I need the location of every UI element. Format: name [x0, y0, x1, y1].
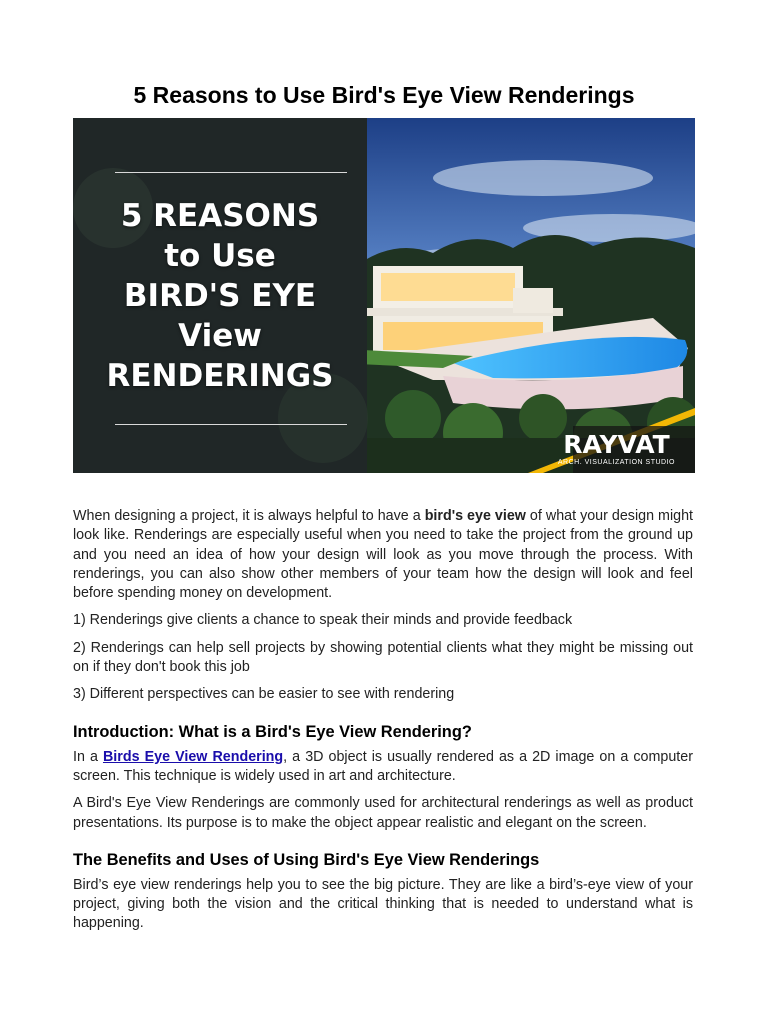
section-heading-benefits: The Benefits and Uses of Using Bird's Eye View Renderings [73, 850, 540, 869]
brand-logo [558, 432, 675, 467]
hero-overlay-text [73, 118, 367, 473]
bottom-divider [115, 424, 347, 425]
intro-paragraph [73, 507, 693, 603]
intro-text-start: When designing a project, it is always helpful to have a [73, 508, 425, 524]
intro-bold-term: bird's eye view [424, 508, 526, 524]
hero-line-2: to Use [164, 237, 276, 274]
brand-tagline: ARCH. VISUALIZATION STUDIO [557, 459, 675, 466]
hero-line-3: BIRD'S EYE [123, 277, 317, 314]
hero-line-4: View [178, 317, 262, 354]
hero-line-5: RENDERINGS [106, 357, 334, 394]
benefits-paragraph-1: Bird’s eye view renderings help you to see the big picture. They are like a bird’s-eye view of your project, giving both the vision and the critical thinking that is needed to understand what is happening. [73, 876, 693, 932]
birds-eye-view-rendering-link[interactable]: Birds Eye View Rendering [102, 748, 284, 765]
reason-item-1: 1) Renderings give clients a chance to speak their minds and provide feedback [73, 612, 573, 629]
hero-line-1: 5 REASONS [120, 197, 320, 234]
introduction-paragraph-1 [73, 748, 693, 787]
intro-text-end: of what your design might look like. Renderings are especially useful when you need to take the project from the ground up and you need an idea of how your design will look as you move through the process. With renderings, you can also show other members of your team how the design will look and feel before spending money on development. [73, 508, 693, 602]
brand-name: RAYVAT [563, 430, 670, 459]
document-title: 5 Reasons to Use Bird's Eye View Renderings [133, 82, 635, 108]
introduction-paragraph-2: A Bird's Eye View Renderings are commonly used for architectural renderings as well as product presentations. Its purpose is to make the object appear realistic and elegant on the screen. [73, 795, 693, 831]
article-body [73, 507, 693, 942]
reason-item-3: 3) Different perspectives can be easier to see with rendering [73, 686, 455, 703]
intro-p1-end: , a 3D object is usually rendered as a 2D image on a computer screen. This technique is widely used in art and architecture. [73, 748, 693, 784]
intro-p1-start: In a [73, 748, 103, 765]
hero-image [73, 118, 695, 473]
section-heading-introduction: Introduction: What is a Bird's Eye View Rendering? [73, 722, 472, 741]
reason-item-2: 2) Renderings can help sell projects by showing potential clients what they might be missing out on if they don't book this job [73, 639, 693, 676]
